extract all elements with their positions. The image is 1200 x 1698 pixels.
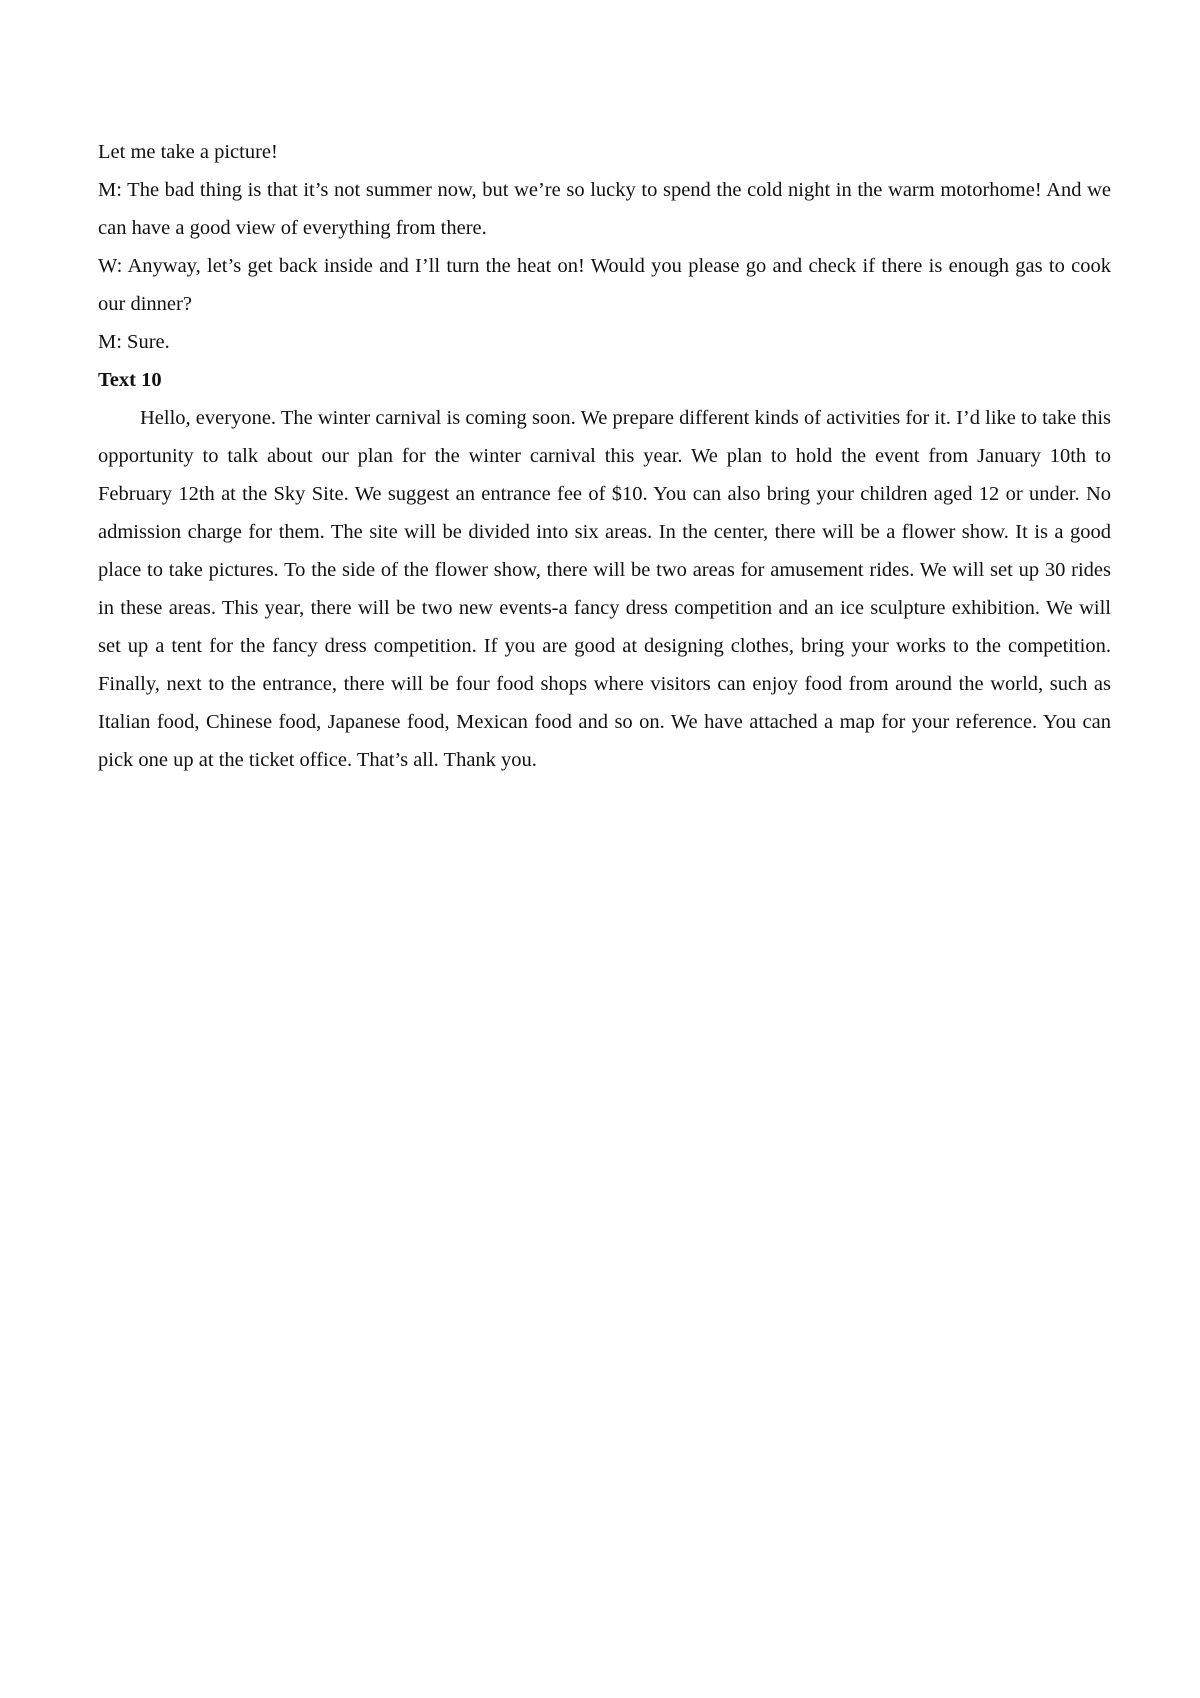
- section-heading: Text 10: [98, 369, 162, 391]
- dialogue-line: M: Sure.: [98, 331, 170, 353]
- dialogue-line: M: The bad thing is that it’s not summer now, but we’re so lucky to spend the cold night in the warm motorhome! And we can have a good view of everything from there.: [98, 179, 1111, 239]
- section-paragraph: Hello, everyone. The winter carnival is coming soon. We prepare different kinds of activities for it. I’d like to take this opportunity to talk about our plan for the winter carnival this year. We plan to hold the event from January 10th to February 12th at the Sky Site. We suggest an entrance fee of $10. You can also bring your children aged 12 or under. No admission charge for them. The site will be divided into six areas. In the center, there will be a flower show. It is a good place to take pictures. To the side of the flower show, there will be two areas for amusement rides. We will set up 30 rides in these areas. This year, there will be two new events-a fancy dress competition and an ice sculpture exhibition. We will set up a tent for the fancy dress competition. If you are good at designing clothes, bring your works to the competition. Finally, next to the entrance, there will be four food shops where visitors can enjoy food from around the world, such as Italian food, Chinese food, Japanese food, Mexican food and so on. We have attached a map for your reference. You can pick one up at the ticket office. That’s all. Thank you.: [98, 407, 1111, 771]
- document-body: [98, 133, 1111, 779]
- dialogue-line: W: Anyway, let’s get back inside and I’ll turn the heat on! Would you please go and check if there is enough gas to cook our dinner?: [98, 255, 1111, 315]
- dialogue-line: Let me take a picture!: [98, 141, 278, 163]
